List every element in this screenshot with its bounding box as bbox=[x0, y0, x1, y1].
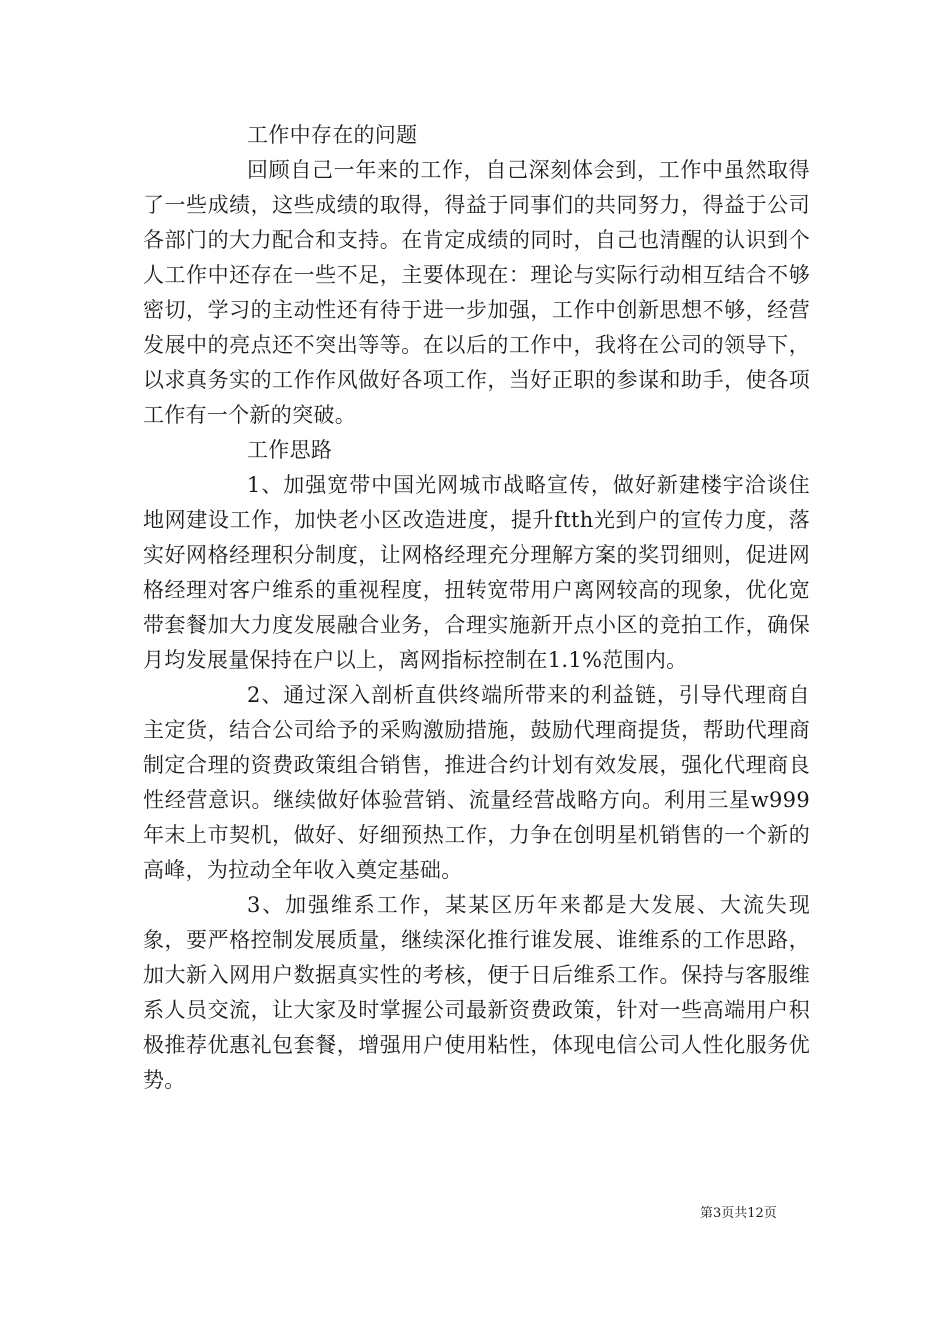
paragraph-item-2: 2、通过深入剖析直供终端所带来的利益链，引导代理商自主定货，结合公司给予的采购激励措施，鼓励代理商提货，帮助代理商制定合理的资费政策组合销售，推进合约计划有效发展，强化代理商良性经营意识。继续做好体验营销、流量经营战略方向。利用三星w999年末上市契机，做好、好细预热工作，力争在创明星机销售的一个新的高峰，为拉动全年收入奠定基础。 bbox=[143, 683, 810, 882]
section-heading-ideas: 工作思路 bbox=[247, 438, 333, 462]
page-number-footer: 第3页共12页 bbox=[700, 1206, 777, 1221]
paragraph-review: 回顾自己一年来的工作，自己深刻体会到，工作中虽然取得了一些成绩，这些成绩的取得，得益于同事们的共同努力，得益于公司各部门的大力配合和支持。在肯定成绩的同时，自己也清醒的认识到个人工作中还存在一些不足，主要体现在：理论与实际行动相互结合不够密切，学习的主动性还有待于进一步加强，工作中创新思想不够，经营发展中的亮点还不突出等等。在以后的工作中，我将在公司的领导下，以求真务实的工作作风做好各项工作，当好正职的参谋和助手，使各项工作有一个新的突破。 bbox=[143, 158, 810, 427]
section-heading-problems: 工作中存在的问题 bbox=[247, 123, 418, 147]
document-body bbox=[143, 118, 810, 1098]
paragraph-item-1: 1、加强宽带中国光网城市战略宣传，做好新建楼宇洽谈住地网建设工作，加快老小区改造进度，提升ftth光到户的宣传力度，落实好网格经理积分制度，让网格经理充分理解方案的奖罚细则，促进网格经理对客户维系的重视程度，扭转宽带用户离网较高的现象，优化宽带套餐加大力度发展融合业务，合理实施新开点小区的竞拍工作，确保月均发展量保持在户以上，离网指标控制在1.1%范围内。 bbox=[143, 473, 810, 672]
paragraph-item-3: 3、加强维系工作，某某区历年来都是大发展、大流失现象，要严格控制发展质量，继续深化推行谁发展、谁维系的工作思路，加大新入网用户数据真实性的考核，便于日后维系工作。保持与客服维系人员交流，让大家及时掌握公司最新资费政策，针对一些高端用户积极推荐优惠礼包套餐，增强用户使用粘性，体现电信公司人性化服务优势。 bbox=[143, 893, 810, 1092]
